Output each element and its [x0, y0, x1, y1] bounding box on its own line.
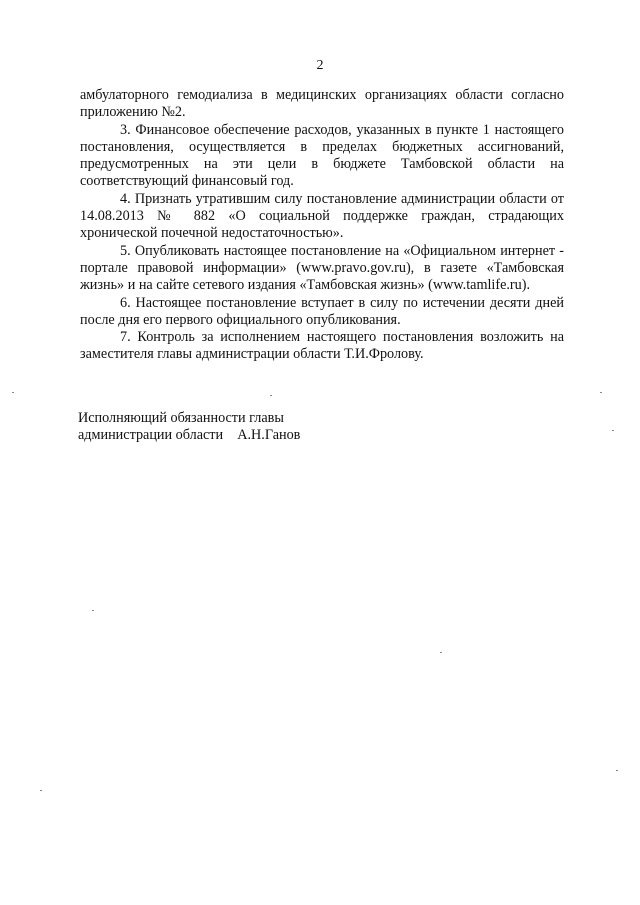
paragraph-item-6: 6. Настоящее постановление вступает в силу по истечении десяти дней после дня его первого официального опубликования.: [80, 294, 564, 328]
scan-speck: [92, 610, 94, 611]
page-number: 2: [316, 58, 324, 73]
paragraph-continuation: амбулаторного гемодиализа в медицинских организациях области согласно приложению №2.: [80, 87, 564, 121]
scan-speck: [616, 770, 618, 771]
scan-speck: [40, 790, 42, 791]
scan-speck: [270, 395, 272, 396]
paragraph-item-3: 3. Финансовое обеспечение расходов, указанных в пункте 1 настоящего постановления, осуществляется в пределах бюджетных ассигнований, предусмотренных на эти цели в бюджете Тамбовской области на соответствующий финансовый год.: [80, 121, 564, 190]
signature-name: администрации области А.Н.Ганов: [78, 426, 301, 443]
signature-title: Исполняющий обязанности главы: [78, 410, 284, 426]
scan-speck: [12, 392, 14, 393]
signature-block: [78, 410, 300, 443]
scan-speck: [600, 392, 602, 393]
document-body: [80, 87, 564, 364]
paragraph-item-7: 7. Контроль за исполнением настоящего постановления возложить на заместителя главы администрации области Т.И.Фролову.: [80, 329, 564, 363]
scan-speck: [612, 430, 614, 431]
paragraph-item-4: 4. Признать утратившим силу постановление администрации области от 14.08.2013 № 882 «О социальной поддержке граждан, страдающих хронической почечной недостаточностью».: [80, 190, 564, 242]
paragraph-item-5: 5. Опубликовать настоящее постановление на «Официальном интернет - портале правовой информации» (www.pravo.gov.ru), в газете «Тамбовская жизнь» и на сайте сетевого издания «Тамбовская жизнь» (www.tamlife.ru).: [80, 242, 564, 294]
scan-speck: [440, 652, 442, 653]
